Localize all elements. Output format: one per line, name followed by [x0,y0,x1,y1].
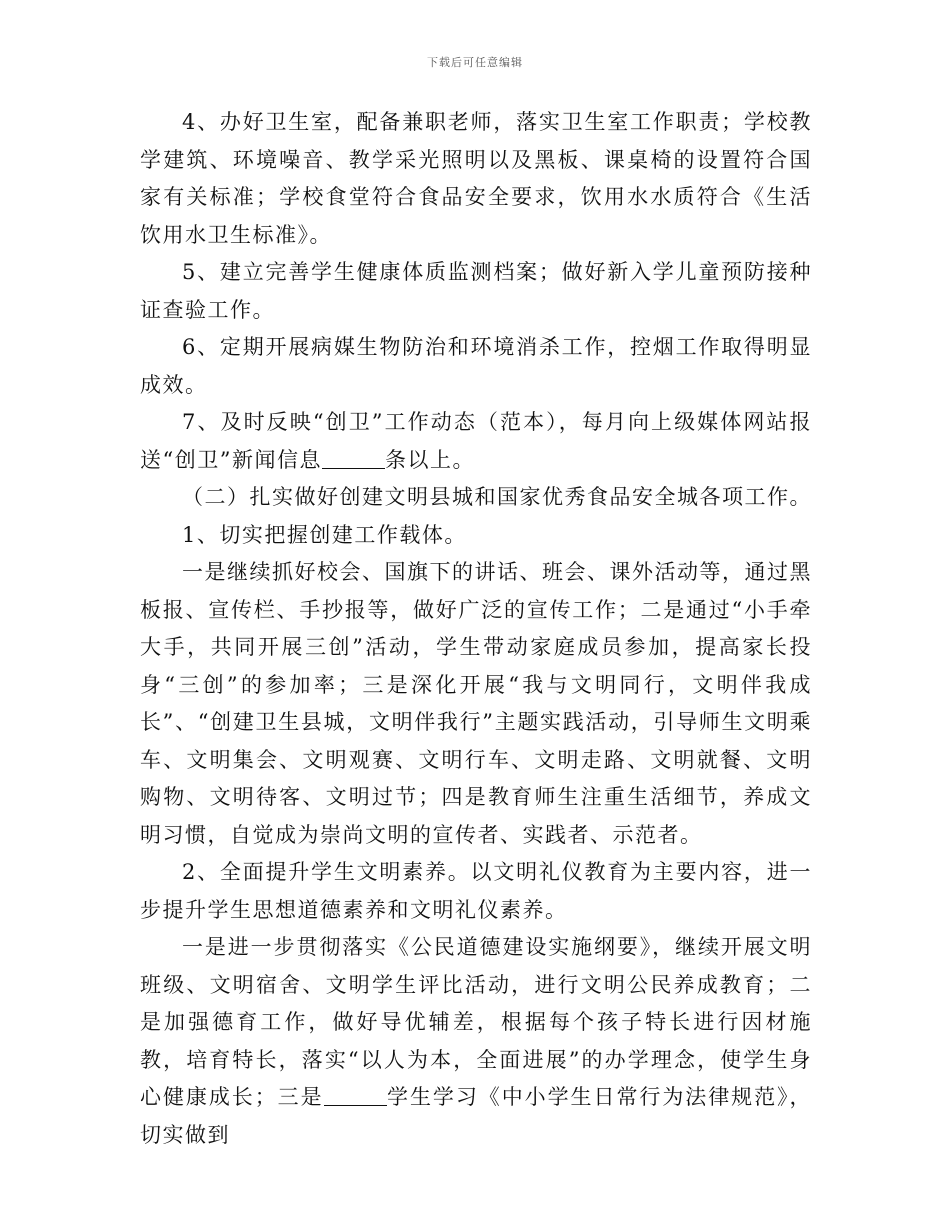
paragraph-text: 4、办好卫生室，配备兼职老师，落实卫生室工作职责；学校教学建筑、环境噪音、教学采光照明以及黑板、课桌椅的设置符合国家有关标准；学校食堂符合食品安全要求，饮用水水质符合《生活饮用水卫生标准》。 [140,110,812,247]
document-body [140,104,812,1154]
paragraph [140,854,812,929]
fill-in-blank [324,1084,387,1106]
paragraph [140,104,812,254]
page-header-note: 下载后可任意编辑 [427,56,523,69]
paragraph [140,329,812,404]
paragraph-text: 6、定期开展病媒生物防治和环境消杀工作，控烟工作取得明显成效。 [140,335,812,397]
paragraph-text: 7、及时反映“创卫”工作动态（范本），每月向上级媒体网站报送“创卫”新闻信息 [140,410,812,472]
paragraph-text: 5、建立完善学生健康体质监测档案；做好新入学儿童预防接种证查验工作。 [140,260,812,322]
fill-in-blank [322,447,385,469]
paragraph [140,254,812,329]
paragraph-text-after-blank: 条以上。 [384,447,475,472]
paragraph-text-after-blank: 学生学习《中小学生日常行为法律规范》，切实做到 [140,1085,813,1147]
paragraph-text: 一是继续抓好校会、国旗下的讲话、班会、课外活动等，通过黑板报、宣传栏、手抄报等，做好广泛的宣传工作；二是通过“小手牵大手，共同开展三创”活动，学生带动家庭成员参加，提高家长投身“三创”的参加率；三是深化开展“我与文明同行，文明伴我成长”、“创建卫生县城，文明伴我行”主题实践活动，引导师生文明乘车、文明集会、文明观赛、文明行车、文明走路、文明就餐、文明购物、文明待客、文明过节；四是教育师生注重生活细节，养成文明习惯，自觉成为崇尚文明的宣传者、实践者、示范者。 [140,560,812,847]
paragraph-text: （二）扎实做好创建文明县城和国家优秀食品安全城各项工作。 [182,485,812,509]
paragraph [140,517,812,555]
paragraph-text: 2、全面提升学生文明素养。以文明礼仪教育为主要内容，进一步提升学生思想道德素养和文明礼仪素养。 [140,860,812,922]
paragraph-text: 1、切实把握创建工作载体。 [182,522,467,547]
paragraph [140,404,812,479]
paragraph-text: 一是进一步贯彻落实《公民道德建设实施纲要》，继续开展文明班级、文明宿舍、文明学生评比活动，进行文明公民养成教育；二是加强德育工作，做好导优辅差，根据每个孩子特长进行因材施教，培育特长，落实“以人为本，全面进展”的办学理念，使学生身心健康成长；三是 [140,935,812,1109]
paragraph [140,554,812,854]
paragraph [140,929,812,1154]
section-heading [140,479,812,517]
